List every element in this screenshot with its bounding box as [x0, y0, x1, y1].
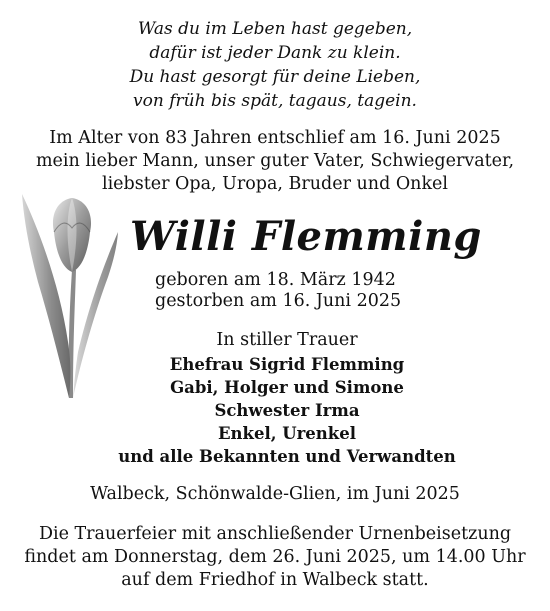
intro-line-3: liebster Opa, Uropa, Bruder und Onkel: [101, 174, 449, 194]
funeral-line-2: findet am Donnerstag, dem 26. Juni 2025, um 14.00 Uhr: [24, 547, 526, 567]
mourner-line-4: Enkel, Urenkel: [217, 424, 357, 443]
poem-line-3: Du hast gesorgt für deine Lieben,: [129, 67, 421, 87]
deceased-name: Willi Flemming: [130, 213, 482, 260]
intro-line-1: Im Alter von 83 Jahren entschlief am 16. Juni 2025: [49, 128, 501, 148]
birth-date: geboren am 18. März 1942: [155, 270, 396, 290]
mourner-line-1: Ehefrau Sigrid Flemming: [169, 355, 405, 374]
poem-line-4: von früh bis spät, tagaus, tagein.: [133, 91, 417, 111]
funeral-line-1: Die Trauerfeier mit anschließender Urnenbeisetzung: [38, 524, 512, 544]
poem-line-1: Was du im Leben hast gegeben,: [137, 19, 413, 39]
mourning-intro: In stiller Trauer: [216, 330, 358, 350]
mourner-line-2: Gabi, Holger und Simone: [170, 378, 404, 397]
intro-line-2: mein lieber Mann, unser guter Vater, Schwiegervater,: [35, 151, 515, 171]
mourner-line-5: und alle Bekannten und Verwandten: [118, 447, 456, 466]
poem-line-2: dafür ist jeder Dank zu klein.: [149, 43, 401, 63]
place-date: Walbeck, Schönwalde-Glien, im Juni 2025: [90, 484, 460, 504]
mourner-line-3: Schwester Irma: [214, 401, 360, 420]
funeral-line-3: auf dem Friedhof in Walbeck statt.: [121, 570, 429, 590]
death-date: gestorben am 16. Juni 2025: [155, 291, 402, 311]
